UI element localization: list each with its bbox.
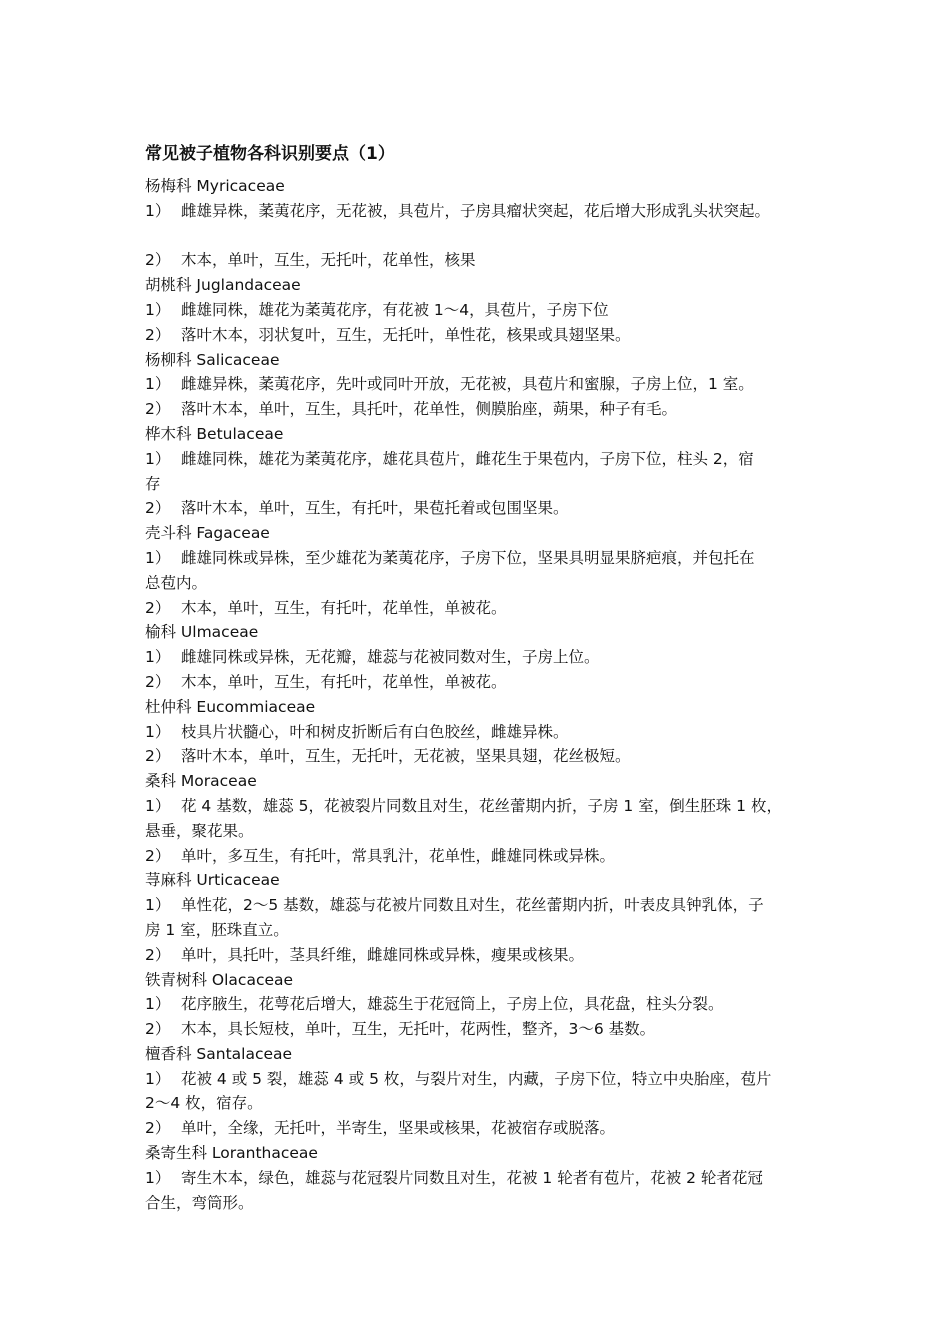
point-line <box>145 1191 825 1216</box>
point-line <box>145 893 825 918</box>
point-text: 单叶，全缘，无托叶，半寄生，坚果或核果，花被宿存或脱落。 <box>181 1119 616 1138</box>
family-heading: 桦木科 Betulaceae <box>145 424 284 443</box>
point-line <box>145 472 825 497</box>
point-number: 1） <box>145 648 171 667</box>
point-number: 2） <box>145 672 171 691</box>
point-line <box>145 447 825 472</box>
point-text: 花序腋生，花萼花后增大，雄蕊生于花冠筒上，子房上位，具花盘，柱头分裂。 <box>181 995 724 1014</box>
point-line <box>145 397 825 422</box>
point-number: 2） <box>145 1020 171 1039</box>
point-number: 1） <box>145 548 171 567</box>
point-line <box>145 645 825 670</box>
blank-line <box>145 224 825 249</box>
point-line <box>145 199 825 224</box>
point-text: 总苞内。 <box>145 573 208 592</box>
point-number: 1） <box>145 375 171 394</box>
point-line <box>145 744 825 769</box>
point-text: 木本，单叶，互生，有托叶，花单性，单被花。 <box>181 672 507 691</box>
point-text: 雌雄同株，雄花为葇荑花序，雄花具苞片，雌花生于果苞内，子房下位，柱头 2，宿 <box>181 449 754 468</box>
point-text: 雌雄同株或异株，无花瓣，雄蕊与花被同数对生，子房上位。 <box>181 648 600 667</box>
point-text: 雌雄异株，葇荑花序，无花被，具苞片，子房具瘤状突起，花后增大形成乳头状突起。 <box>181 201 771 220</box>
point-line <box>145 720 825 745</box>
point-line <box>145 794 825 819</box>
point-number: 2） <box>145 945 171 964</box>
point-text: 落叶木本，单叶，互生，具托叶，花单性，侧膜胎座，蒴果，种子有毛。 <box>181 400 678 419</box>
point-line <box>145 596 825 621</box>
point-line <box>145 992 825 1017</box>
family-heading: 胡桃科 Juglandaceae <box>145 276 301 295</box>
point-number: 1） <box>145 722 171 741</box>
point-number: 2） <box>145 1119 171 1138</box>
point-text: 落叶木本，羽状复叶，互生，无托叶，单性花，核果或具翅坚果。 <box>181 325 631 344</box>
point-text: 花被 4 或 5 裂，雄蕊 4 或 5 枚，与裂片对生，内藏，子房下位，特立中央胎座，苞片 <box>181 1069 772 1088</box>
point-number: 1） <box>145 995 171 1014</box>
document-body <box>145 174 825 1215</box>
point-line <box>145 943 825 968</box>
point-line <box>145 844 825 869</box>
point-text: 2～4 枚，宿存。 <box>145 1094 263 1113</box>
point-text: 落叶木本，单叶，互生，无托叶，无花被，坚果具翅，花丝极短。 <box>181 747 631 766</box>
point-number: 2） <box>145 846 171 865</box>
point-line <box>145 323 825 348</box>
point-text: 寄生木本，绿色，雄蕊与花冠裂片同数且对生，花被 1 轮者有苞片，花被 2 轮者花冠 <box>181 1168 763 1187</box>
family-heading: 桑科 Moraceae <box>145 772 257 791</box>
point-number: 1） <box>145 449 171 468</box>
point-text: 悬垂，聚花果。 <box>145 821 254 840</box>
point-number: 1） <box>145 300 171 319</box>
point-text: 花 4 基数，雄蕊 5，花被裂片同数且对生，花丝蕾期内折，子房 1 室，倒生胚珠 1 枚， <box>181 796 782 815</box>
point-number: 2） <box>145 747 171 766</box>
point-text: 房 1 室，胚珠直立。 <box>145 920 289 939</box>
family-heading: 荨麻科 Urticaceae <box>145 871 280 890</box>
point-number: 1） <box>145 1069 171 1088</box>
point-line <box>145 1091 825 1116</box>
point-line <box>145 918 825 943</box>
point-text: 单叶，多互生，有托叶，常具乳汁，花单性，雌雄同株或异株。 <box>181 846 616 865</box>
point-line <box>145 248 825 273</box>
point-text: 单性花，2～5 基数，雄蕊与花被片同数且对生，花丝蕾期内折，叶表皮具钟乳体，子 <box>181 896 764 915</box>
family-heading: 铁青树科 Olacaceae <box>145 970 294 989</box>
family-heading: 壳斗科 Fagaceae <box>145 524 270 543</box>
point-line <box>145 1166 825 1191</box>
point-text: 存 <box>145 474 161 493</box>
family-heading: 檀香科 Santalaceae <box>145 1044 293 1063</box>
point-number: 1） <box>145 1168 171 1187</box>
point-line <box>145 1067 825 1092</box>
point-number: 1） <box>145 201 171 220</box>
point-text: 枝具片状髓心，叶和树皮折断后有白色胶丝，雌雄异株。 <box>181 722 569 741</box>
point-line <box>145 571 825 596</box>
point-number: 2） <box>145 400 171 419</box>
point-number: 1） <box>145 896 171 915</box>
point-line <box>145 496 825 521</box>
family-heading: 榆科 Ulmaceae <box>145 623 259 642</box>
family-heading: 杜仲科 Eucommiaceae <box>145 697 316 716</box>
point-text: 雌雄同株，雄花为葇荑花序，有花被 1～4，具苞片，子房下位 <box>181 300 609 319</box>
point-number: 2） <box>145 598 171 617</box>
point-text: 单叶，具托叶，茎具纤维，雌雄同株或异株，瘦果或核果。 <box>181 945 585 964</box>
point-text: 合生，弯筒形。 <box>145 1193 254 1212</box>
family-heading: 杨柳科 Salicaceae <box>145 350 280 369</box>
point-text: 雌雄同株或异株，至少雄花为葇荑花序，子房下位，坚果具明显果脐疤痕，并包托在 <box>181 548 755 567</box>
family-heading: 杨梅科 Myricaceae <box>145 177 285 195</box>
point-text: 落叶木本，单叶，互生，有托叶，果苞托着或包围坚果。 <box>181 499 569 518</box>
point-number: 1） <box>145 796 171 815</box>
point-number: 2） <box>145 251 171 270</box>
page-title: 常见被子植物各科识别要点（1） <box>145 144 395 164</box>
point-line <box>145 372 825 397</box>
point-text: 雌雄异株，葇荑花序，先叶或同叶开放，无花被，具苞片和蜜腺，子房上位，1 室。 <box>181 375 754 394</box>
family-heading: 桑寄生科 Loranthaceae <box>145 1144 318 1163</box>
point-text: 木本，单叶，互生，有托叶，花单性，单被花。 <box>181 598 507 617</box>
point-line <box>145 670 825 695</box>
point-number: 2） <box>145 499 171 518</box>
point-line <box>145 1017 825 1042</box>
point-line <box>145 298 825 323</box>
point-text: 木本，具长短枝，单叶，互生，无托叶，花两性，整齐，3～6 基数。 <box>181 1020 656 1039</box>
point-line <box>145 819 825 844</box>
point-line <box>145 1116 825 1141</box>
point-line <box>145 546 825 571</box>
point-number: 2） <box>145 325 171 344</box>
point-text: 木本，单叶，互生，无托叶，花单性，核果 <box>181 251 476 270</box>
